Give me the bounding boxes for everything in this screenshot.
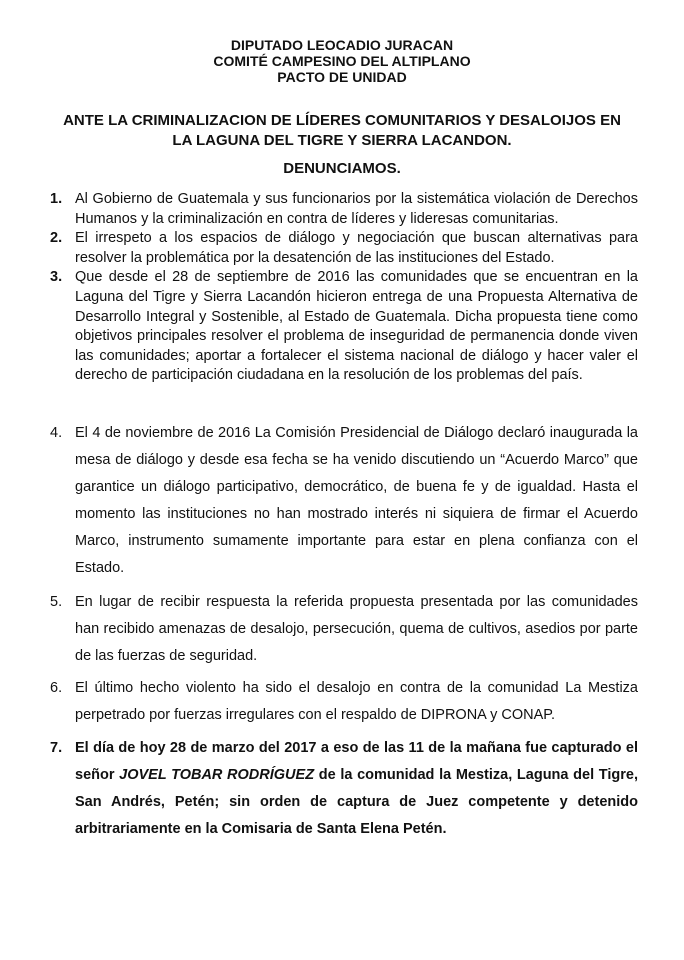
header-line-pact: PACTO DE UNIDAD bbox=[277, 69, 407, 85]
denunciations-list-b bbox=[50, 420, 638, 843]
item-text: Que desde el 28 de septiembre de 2016 las comunidades que se encuentran en la Laguna del Tigre y Sierra Lacandón hicieron entrega de una Propuesta Alternativa de Desarrollo Integral y Sostenible, al Estado de Guatemala. Dicha propuesta tiene como objetivos principales resolver el problema de inseguridad de permanencia donde viven las comunidades; aportar a fortalecer el sistema nacional de diálogo y hacer valer el derecho de participación ciudadana en la resolución de los problemas del país. bbox=[75, 269, 638, 384]
list-item bbox=[50, 735, 638, 843]
item-text: El último hecho violento ha sido el desalojo en contra de la comunidad La Mestiza perpetrado por fuerzas irregulares con el respaldo de DIPRONA y CONAP. bbox=[75, 680, 638, 723]
subject-line-1: ANTE LA CRIMINALIZACION DE LÍDERES COMUNITARIOS Y DESALOIJOS EN bbox=[63, 112, 621, 129]
list-item bbox=[50, 675, 638, 729]
item-text bbox=[75, 735, 638, 843]
item-text: En lugar de recibir respuesta la referida propuesta presentada por las comunidades han recibido amenazas de desalojo, persecución, quema de cultivos, asedios por parte de las fuerzas de seguridad. bbox=[75, 594, 638, 664]
item-number: 5. bbox=[50, 594, 63, 610]
document-subject bbox=[20, 111, 664, 151]
item-number: 4. bbox=[50, 425, 63, 441]
list-item bbox=[50, 420, 638, 582]
denunciamos-heading: DENUNCIAMOS. bbox=[283, 160, 401, 177]
item-number: 3. bbox=[50, 269, 63, 286]
detained-person-name: JOVEL TOBAR RODRÍGUEZ bbox=[119, 767, 315, 783]
item-text: El irrespeto a los espacios de diálogo y negociación que buscan alternativas para resolver la problemática por la desatención de las instituciones del Estado. bbox=[75, 230, 638, 266]
item-text: El 4 de noviembre de 2016 La Comisión Presidencial de Diálogo declaró inaugurada la mesa de diálogo y desde esa fecha se ha venido discutiendo un “Acuerdo Marco” que garantice un diálogo participativo, democrático, de buena fe y de igualdad. Hasta el momento las instituciones no han mostrado interés ni siquiera de firmar el Acuerdo Marco, instrumento sumamente importante para estar en plena confianza con el Estado. bbox=[75, 425, 638, 576]
header-line-deputy: DIPUTADO LEOCADIO JURACAN bbox=[230, 37, 454, 53]
letterhead bbox=[0, 37, 684, 85]
item-text-part-b: de la comunidad la Mestiza, Laguna del Tigre, San Andrés, Petén; sin orden de captura de Juez competente y detenido arbitrariamente en la Comisaria de Santa Elena Petén. bbox=[75, 767, 638, 837]
item-number: 6. bbox=[50, 680, 63, 696]
list-item bbox=[50, 190, 638, 229]
header-line-committee: COMITÉ CAMPESINO DEL ALTIPLANO bbox=[213, 53, 471, 69]
denunciations-list-a bbox=[50, 190, 638, 386]
item-text: Al Gobierno de Guatemala y sus funcionarios por la sistemática violación de Derechos Humanos y la criminalización en contra de líderes y lideresas comunitarias. bbox=[75, 191, 638, 227]
item-text-part-a: El día de hoy 28 de marzo del 2017 a eso de las 11 de la mañana fue capturado el señor bbox=[75, 740, 638, 783]
list-item bbox=[50, 229, 638, 268]
list-item bbox=[50, 268, 638, 386]
subject-line-2: LA LAGUNA DEL TIGRE Y SIERRA LACANDON. bbox=[172, 132, 512, 149]
list-item bbox=[50, 589, 638, 670]
item-number: 7. bbox=[50, 740, 63, 756]
item-number: 2. bbox=[50, 230, 63, 247]
item-number: 1. bbox=[50, 191, 63, 207]
